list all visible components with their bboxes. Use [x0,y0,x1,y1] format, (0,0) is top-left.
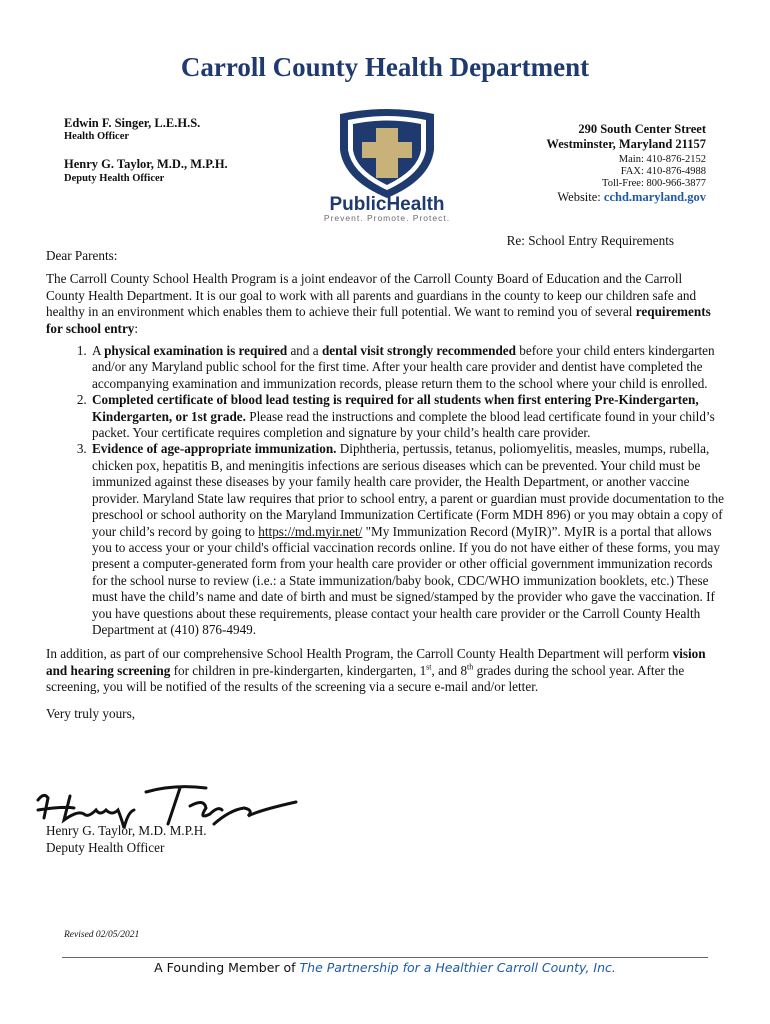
intro-paragraph: The Carroll County School Health Program is a joint endeavor of the Carroll County Board of Education and the Carroll County Health Department. It is our goal to work with all parents and guardians in the county to keep our children safe and healthy in an environment which enables them to achieve their full potential. We want to remind you of several requirements for school entry: [46,271,711,336]
list-item: 3. Evidence of age-appropriate immunization. Diphtheria, pertussis, tetanus, poliomyelitis, measles, mumps, rubella, chicken pox, hepatitis B, and meningitis infections are serious diseases which can be prevented. Your child must be immunized against these diseases by your family health care provider, the Health Department, or another vaccine provider. Maryland State law requires that prior to school entry, a parent or guardian must provide documentation to the preschool or school authority on the Maryland Immunization Certificate (Form MDH 896) or you may obtain a copy of your child’s record by going to https://md.myir.net/ "My Immunization Record (MyIR)”. MyIR is a portal that allows you to access your or your child's official vaccination records online. If you do not have either of these forms, you may present a computer-generated form from your health care provider or other official government immunization records for the school nurse to review (i.e.: a State immunization/baby book, CDC/WHO immunization booklets, etc.) These must have the child’s name and date of birth and must be signed/stamped by the provider who gave the vaccination. If you have questions about these requirements, please contact your health care provider or the Carroll County Health Department at (410) 876-4949. [90,441,724,638]
official-title-1: Health Officer [64,131,130,142]
myir-link[interactable]: https://md.myir.net/ [258,523,363,539]
signer-block [46,822,207,856]
salutation: Dear Parents: [46,248,118,263]
public-health-logo [312,106,462,224]
letter-body [46,248,724,722]
list-item: 2. Completed certificate of blood lead testing is required for all students when first entering Pre-Kindergarten, Kindergarten, or 1st grade. Please read the instructions and complete the blood lead certificate found in your child’s packet. Your certificate requires completion and signature by your child’s health care provider. [90,392,724,441]
page-title: Carroll County Health Department [180,52,590,82]
shield-icon [312,106,462,224]
sign-off: Very truly yours, [46,705,136,721]
logo-tagline: Prevent. Promote. Protect. [323,213,451,223]
phone-tollfree: Toll-Free: 800-966-3877 [602,178,706,189]
address-city: Westminster, Maryland 21157 [546,137,706,151]
official-name-2: Henry G. Taylor, M.D., M.P.H. [64,157,228,171]
signer-title: Deputy Health Officer [46,840,165,855]
website-line [557,190,706,205]
website-label: Website: [557,190,601,204]
phone-main: Main: 410-876-2152 [618,154,706,165]
signer-name: Henry G. Taylor, M.D. M.P.H. [46,823,207,838]
partner-name: The Partnership for a Healthier Carroll County, Inc. [299,960,616,975]
list-item: 1. A physical examination is required and a dental visit strongly recommended before your child enters kindergarten and/or any Maryland public school for the first time. After your health care provider and dentist have completed the accompanying examination and immunization records, please return them to the school where your child is enrolled. [90,343,724,392]
phone-fax: FAX: 410-876-4988 [620,166,706,177]
revised-date: Revised 02/05/2021 [64,930,140,940]
official-name-1: Edwin F. Singer, L.E.H.S. [64,116,201,130]
address-street: 290 South Center Street [578,122,706,136]
footer-text: A Founding Member of The Partnership for a Healthier Carroll County, Inc. [154,960,616,975]
footer-divider [62,957,708,958]
website-link[interactable]: cchd.maryland.gov [603,190,706,204]
screening-paragraph: In addition, as part of our comprehensive School Health Program, the Carroll County Health Department will perform vision and hearing screening for children in pre-kindergarten, kindergarten, 1st, and 8th grades during the school year. After the screening, you will be notified of the results of the screening via a secure e-mail and/or letter. [46,646,706,695]
re-line: Re: School Entry Requirements [506,233,674,248]
logo-wordmark: PublicHealth [329,194,445,215]
requirements-list [46,343,724,638]
official-title-2: Deputy Health Officer [64,173,165,184]
